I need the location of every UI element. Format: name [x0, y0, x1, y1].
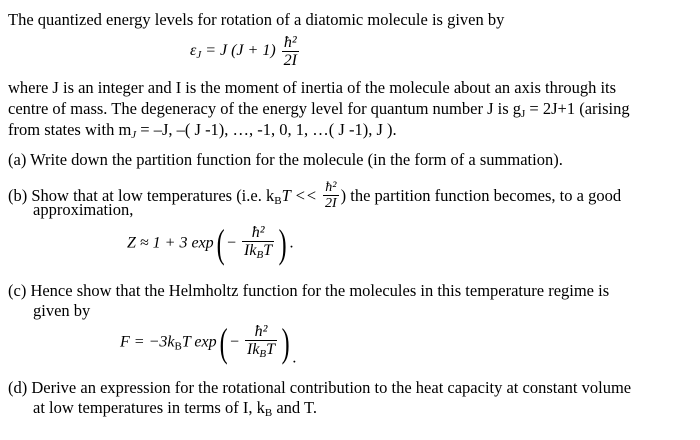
part-b-frac-den: 2I: [324, 196, 337, 211]
part-a-text: [8, 150, 563, 170]
part-b-fraction: [323, 180, 339, 211]
helmholtz-kb-sub: B: [174, 340, 182, 353]
part-d-text-2-end: and T.: [272, 398, 317, 417]
part-b-frac-num: ħ²: [323, 180, 339, 196]
left-paren: (: [216, 221, 225, 266]
intro-line-2: [8, 78, 616, 98]
mj-subscript: J: [131, 129, 137, 141]
helmholtz-lhs: F = −3k: [120, 333, 175, 351]
part-b-text: (b) Show that at low temperatures (i.e. k: [8, 186, 275, 205]
helmholtz-frac-den: [245, 341, 277, 363]
energy-frac-den: 2I: [283, 52, 297, 69]
degeneracy-subscript: J: [521, 108, 526, 120]
partition-minus: −: [227, 234, 237, 252]
helmholtz-den-pre: Ik: [246, 341, 260, 358]
intro-text-4: from states with m: [8, 120, 132, 139]
helmholtz-den-end: T: [266, 341, 276, 358]
intro-text-4-end: = –J, –( J -1), …, -1, 0, 1, …( J -1), J ).: [136, 120, 397, 139]
intro-text-1: The quantized energy levels for rotation of a diatomic molecule is given by: [8, 10, 505, 29]
part-d-line-2: [33, 398, 317, 423]
partition-frac-den: [242, 242, 274, 264]
partition-fraction: [242, 224, 274, 264]
helmholtz-right-paren: ): [281, 320, 290, 365]
helmholtz-fraction: [245, 323, 277, 363]
partition-den-pre: Ik: [244, 242, 257, 259]
part-c-line-2: [33, 301, 90, 321]
part-a-label: (a) Write down the partition function for the molecule (in the form of a summation).: [8, 150, 563, 169]
helmholtz-period: .: [292, 349, 297, 367]
kb-subscript: B: [274, 195, 282, 207]
part-c-text-2: given by: [33, 301, 91, 320]
intro-text-3: centre of mass. The degeneracy of the energy level for quantum number J is g: [8, 99, 522, 118]
intro-line-1: [8, 10, 504, 30]
partition-den-sub: B: [256, 249, 264, 261]
partition-period: .: [289, 234, 294, 252]
helmholtz-left-paren: (: [219, 320, 228, 365]
energy-equation: [190, 34, 301, 69]
part-b-temp: T <<: [281, 186, 317, 205]
epsilon-symbol: ε: [190, 42, 197, 60]
part-b-text-2: approximation,: [33, 200, 134, 219]
energy-fraction: [282, 34, 299, 69]
part-d-kb-sub: B: [264, 407, 273, 419]
helmholtz-den-sub: B: [259, 348, 267, 360]
part-b-line-2: [33, 200, 133, 220]
part-c-line-1: [8, 281, 609, 301]
right-paren: ): [278, 221, 287, 266]
energy-frac-num: ħ²: [282, 34, 299, 52]
partition-equation: [127, 221, 294, 266]
intro-line-4: [8, 120, 397, 145]
part-c-text: (c) Hence show that the Helmholtz function for the molecules in this temperature regime is: [8, 281, 610, 300]
part-b-text-end: ) the partition function becomes, to a good: [340, 186, 622, 205]
energy-rhs: = J (J + 1): [205, 42, 276, 60]
epsilon-subscript: J: [196, 49, 202, 62]
partition-lhs: Z ≈ 1 + 3 exp: [127, 234, 214, 252]
helmholtz-minus: −: [229, 333, 239, 351]
partition-den-end: T: [263, 242, 273, 259]
partition-frac-num: ħ²: [242, 224, 274, 242]
intro-text-3-end: = 2J+1 (arising: [525, 99, 630, 118]
part-d-text: (d) Derive an expression for the rotational contribution to the heat capacity at constant volume: [8, 378, 632, 397]
part-d-line-1: [8, 378, 631, 398]
helmholtz-frac-num: ħ²: [245, 323, 277, 341]
part-d-text-2: at low temperatures in terms of I, k: [33, 398, 265, 417]
helmholtz-lhs-end: T exp: [181, 333, 217, 351]
helmholtz-equation: [120, 320, 297, 368]
intro-text-2: where J is an integer and I is the moment of inertia of the molecule about an axis through its: [8, 78, 617, 97]
